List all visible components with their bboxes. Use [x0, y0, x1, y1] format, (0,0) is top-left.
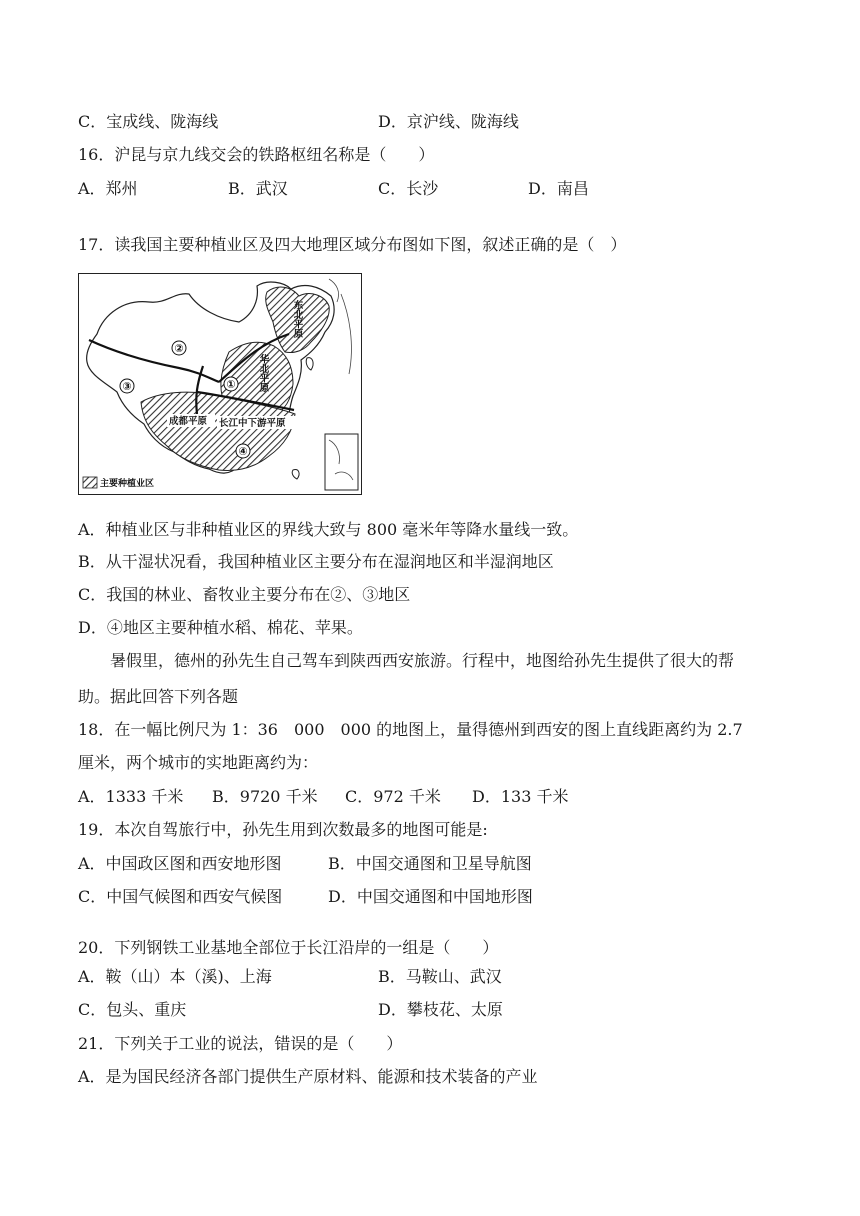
q16-option-a: A．郑州	[78, 179, 138, 198]
q20-option-b: B．马鞍山、武汉	[378, 967, 502, 986]
passage-line-1: 暑假里，德州的孙先生自己驾车到陕西西安旅游。行程中，地图给孙先生提供了很大的帮	[110, 651, 735, 670]
q21-option-a: A．是为国民经济各部门提供生产原材料、能源和技术装备的产业	[78, 1067, 538, 1086]
changjiang-plain-label: 长江中下游平原	[219, 418, 286, 429]
q17-option-b: B．从干湿状况看，我国种植业区主要分布在湿润地区和半湿润地区	[78, 552, 554, 571]
q20-stem: 20．下列钢铁工业基地全部位于长江沿岸的一组是（ ）	[78, 938, 499, 957]
huabei-plain-label: 华北平原	[257, 354, 269, 392]
q16-option-c: C．长沙	[378, 179, 439, 198]
q15-option-c: C．宝成线、陇海线	[78, 112, 219, 131]
q20-option-c: C．包头、重庆	[78, 1000, 187, 1019]
q18-stem-line-1: 18．在一幅比例尺为 1：36 000 000 的地图上，量得德州到西安的图上直线距离约为 2.7	[78, 720, 743, 739]
q18-option-d: D．133 千米	[472, 787, 569, 806]
region-3-label: ③	[122, 380, 132, 393]
q17-option-d: D．④地区主要种植水稻、棉花、苹果。	[78, 618, 363, 637]
q18-option-b: B．9720 千米	[212, 787, 318, 806]
q15-option-d: D．京沪线、陇海线	[378, 112, 519, 131]
q18-option-c: C．972 千米	[345, 787, 441, 806]
china-planting-map	[78, 273, 362, 495]
q16-stem: 16．沪昆与京九线交会的铁路枢纽名称是（ ）	[78, 145, 435, 164]
q21-stem: 21．下列关于工业的说法，错误的是（ ）	[78, 1034, 403, 1053]
q20-option-a: A．鞍（山）本（溪)、上海	[78, 967, 272, 986]
q19-option-d: D．中国交通图和中国地形图	[328, 887, 533, 906]
dongbei-plain-label: 东北平原	[291, 300, 303, 338]
q19-option-c: C．中国气候图和西安气候图	[78, 887, 283, 906]
q19-option-a: A．中国政区图和西安地形图	[78, 854, 282, 873]
q17-option-a: A．种植业区与非种植业区的界线大致与 800 毫米年等降水量线一致。	[78, 520, 579, 539]
region-2-label: ②	[174, 342, 184, 355]
passage-line-2: 助。据此回答下列各题	[78, 687, 239, 706]
region-1-label: ①	[226, 378, 236, 391]
legend-label: 主要种植业区	[100, 479, 155, 489]
q19-option-b: B．中国交通图和卫星导航图	[328, 854, 532, 873]
sichuan-basin-label: 成都平原	[169, 416, 208, 427]
q19-stem: 19．本次自驾旅行中，孙先生用到次数最多的地图可能是:	[78, 820, 488, 839]
q20-option-d: D．攀枝花、太原	[378, 1000, 503, 1019]
q17-stem: 17．读我国主要种植业区及四大地理区域分布图如下图，叙述正确的是（ ）	[78, 235, 627, 254]
region-4-label: ④	[238, 445, 248, 458]
q18-option-a: A．1333 千米	[78, 787, 184, 806]
q16-option-d: D．南昌	[528, 179, 589, 198]
q17-option-c: C．我国的林业、畜牧业主要分布在②、③地区	[78, 585, 411, 604]
legend-hatch-swatch	[83, 477, 97, 488]
q18-stem-line-2: 厘米，两个城市的实地距离约为：	[78, 753, 319, 772]
q16-option-b: B．武汉	[228, 179, 288, 198]
